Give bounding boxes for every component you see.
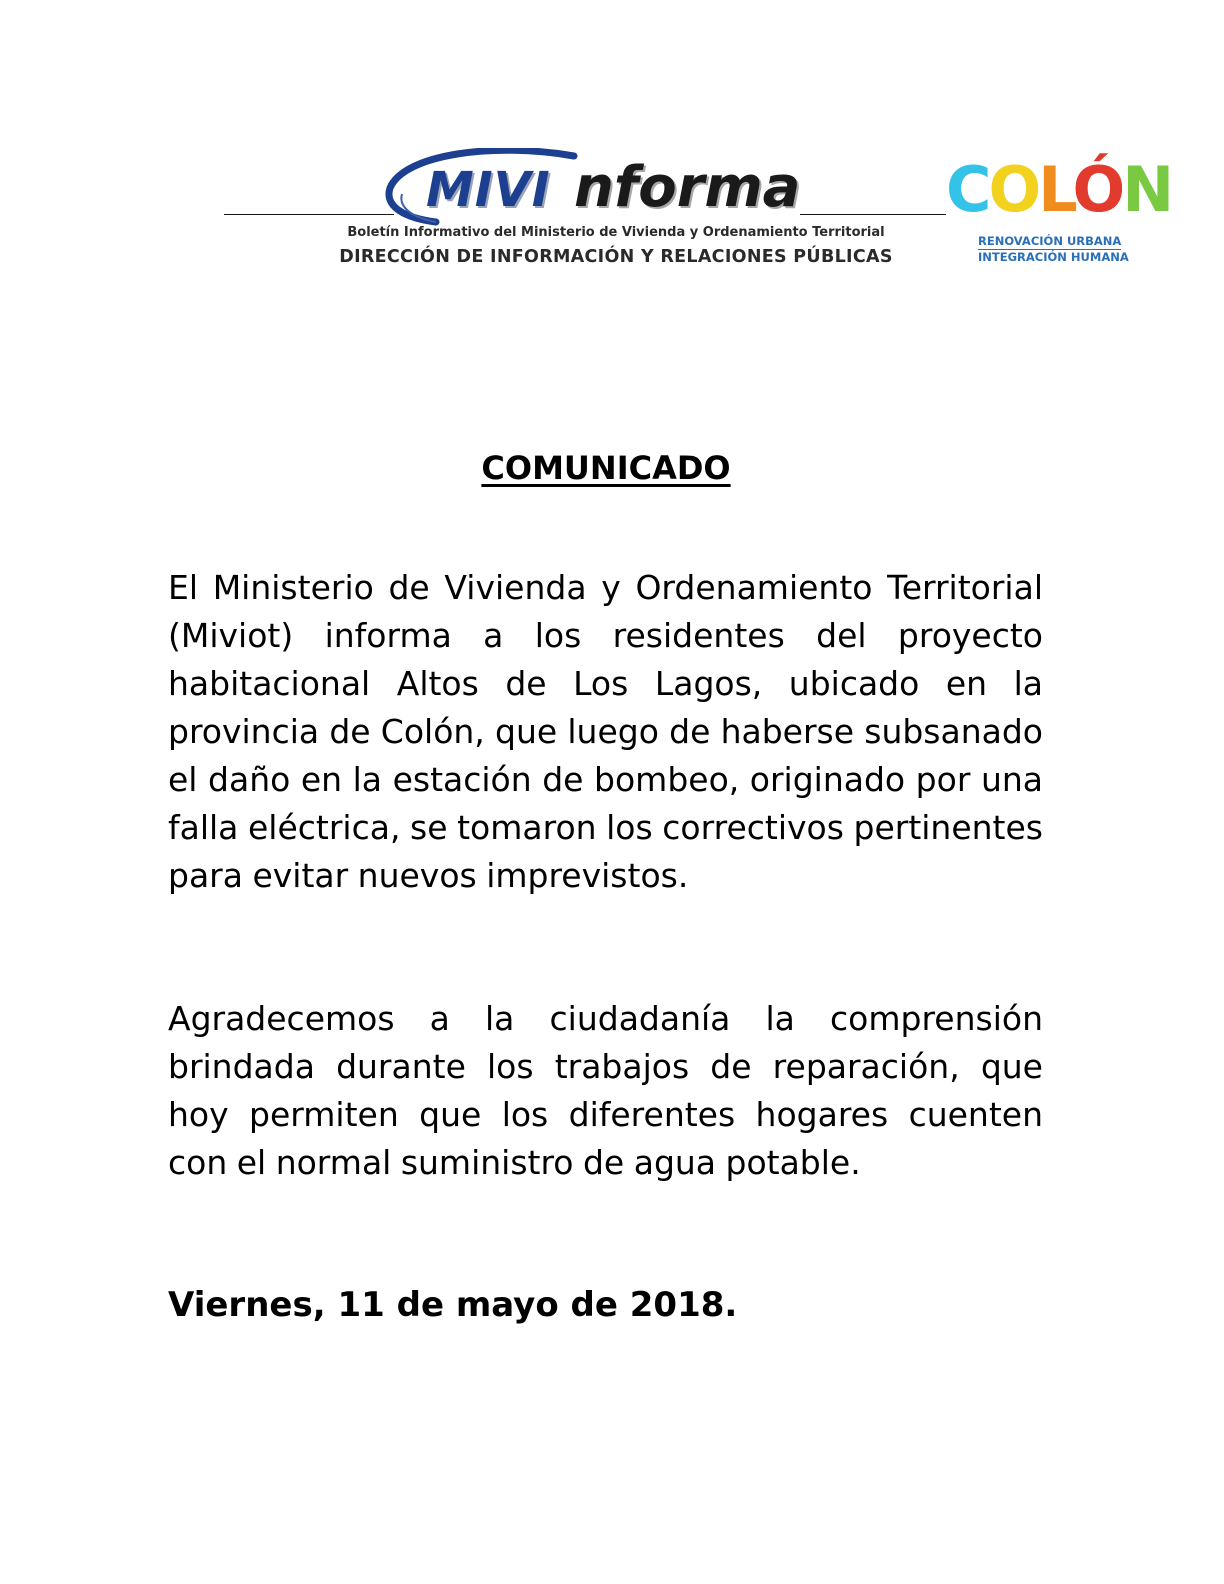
- logo-mivi-text: MIVI: [426, 162, 551, 218]
- logo-informa-text: nforma: [574, 155, 801, 220]
- body-paragraph-2: Agradecemos a la ciudadanía la comprensión brindada durante los trabajos de reparación, que hoy permiten que los diferentes hogares cuenten con el normal suministro de agua potable.: [168, 999, 1043, 1182]
- colon-tagline-1: RENOVACIÓN URBANA: [978, 234, 1122, 248]
- colon-wordmark: [946, 154, 1171, 226]
- department-name: DIRECCIÓN DE INFORMACIÓN Y RELACIONES PÚBLICAS: [339, 247, 893, 267]
- colon-letter-n: N: [1122, 153, 1172, 226]
- miviot-informa-logo: [384, 148, 814, 228]
- bulletin-subtitle: Boletín Informativo del Ministerio de Vivienda y Ordenamiento Territorial: [347, 225, 885, 240]
- header-rule-right: [800, 214, 946, 215]
- header-rule-left: [224, 214, 394, 215]
- colon-tagline-2: INTEGRACIÓN HUMANA: [978, 250, 1129, 264]
- colon-letter-o-accent: Ó: [1072, 153, 1123, 226]
- colon-letter-l: L: [1038, 153, 1073, 226]
- colon-letter-c: C: [946, 153, 989, 226]
- colon-renovacion-logo: [942, 140, 1172, 270]
- body-paragraph-1: El Ministerio de Vivienda y Ordenamiento Territorial (Miviot) informa a los residentes del proyecto habitacional Altos de Los Lagos, ubicado en la provincia de Colón, que luego de haberse subsanado el daño en la estación de bombeo, originado por una falla eléctrica, se tomaron los correctivos pertinentes para evitar nuevos imprevistos.: [168, 568, 1043, 895]
- document-date: Viernes, 11 de mayo de 2018.: [168, 1285, 738, 1325]
- letterhead: [0, 0, 1224, 300]
- document-title: COMUNICADO: [481, 449, 731, 487]
- colon-letter-o: O: [988, 153, 1039, 226]
